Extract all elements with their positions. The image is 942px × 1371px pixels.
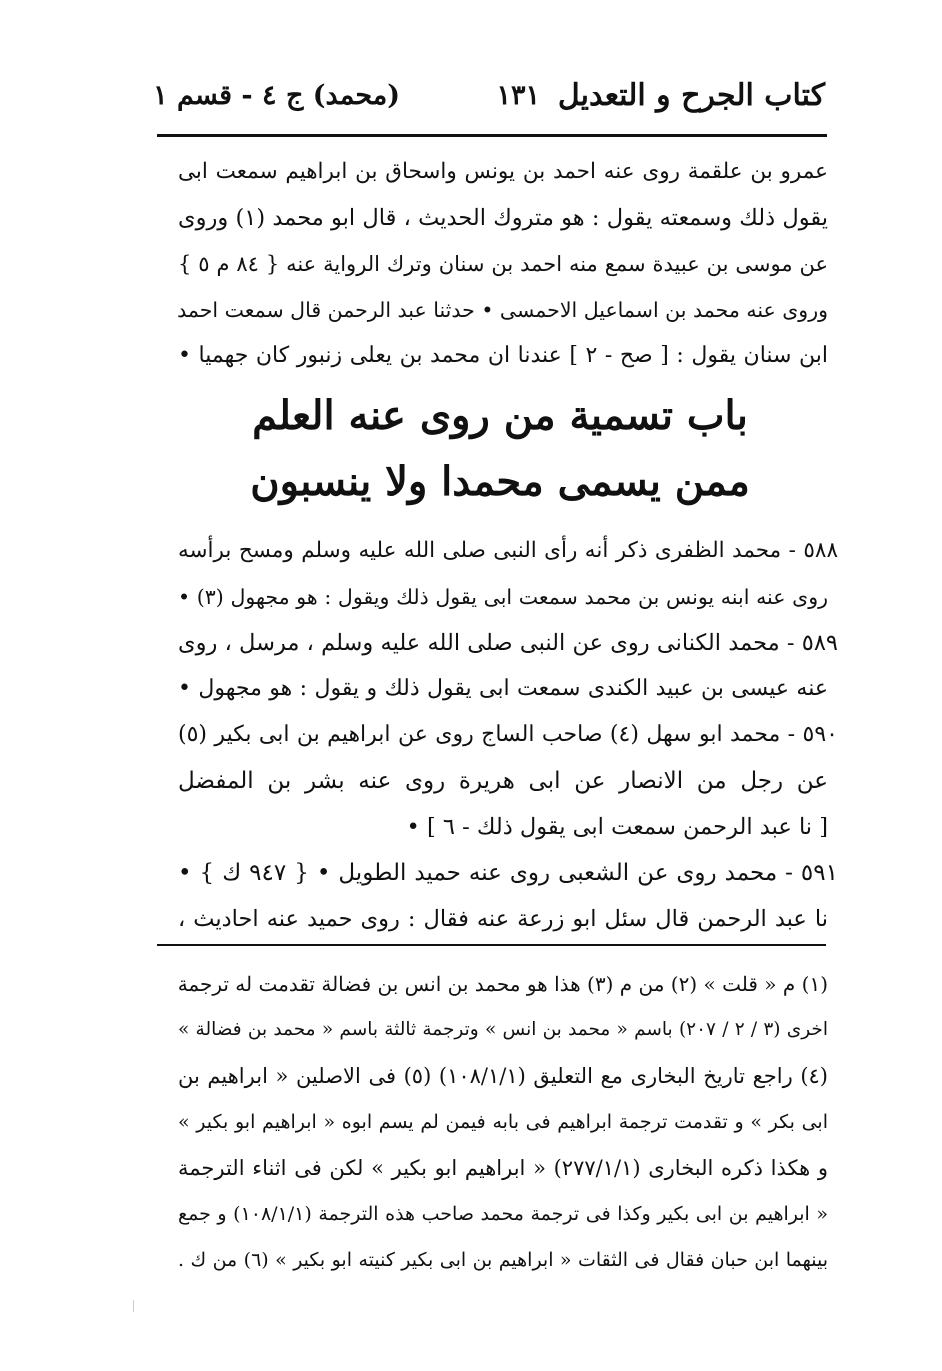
body-line: عمرو بن علقمة روى عنه احمد بن يونس واسحاق بن ابراهيم سمعت ابى (178, 159, 828, 184)
body-line: وروى عنه محمد بن اسماعيل الاحمسى • حدثنا عبد الرحمن قال سمعت احمد (177, 298, 828, 322)
entry-line: [ نا عبد الرحمن سمعت ابى يقول ذلك - ٦ ] • (406, 814, 828, 840)
footnote-rule (157, 944, 826, 946)
entry-line: روى عنه ابنه يونس بن محمد سمعت ابى يقول ذلك ويقول : هو مجهول (٣) • (178, 585, 828, 609)
entry-line: نا عبد الرحمن قال سئل ابو زرعة عنه فقال : روى حميد عنه احاديث ، (178, 906, 828, 932)
entry-line: ٥٩٠ - محمد ابو سهل (٤) صاحب الساج روى عن ابراهيم بن ابى بكير (٥) (178, 722, 838, 747)
book-title: كتاب الجرح و التعديل (557, 78, 825, 113)
footnote-line: « ابراهيم بن ابى بكير وكذا فى ترجمة محمد صاحب هذه الترجمة (١٠٨/١/١) و جمع (178, 1203, 829, 1225)
footnote-line: ابى بكر » و تقدمت ترجمة ابراهيم فى بابه فيمن لم يسم ابوه « ابراهيم ابو بكير » (178, 1111, 828, 1133)
page-number: ١٣١ (496, 80, 540, 111)
chapter-heading-line-2: ممن يسمى محمدا ولا ينسبون (250, 458, 750, 505)
body-line: يقول ذلك وسمعته يقول : هو متروك الحديث ، قال ابو محمد (١) وروى (178, 205, 829, 231)
footnote-line: و هكذا ذكره البخارى (٢٧٧/١/١) « ابراهيم ابو بكير » لكن فى اثناء الترجمة (178, 1156, 828, 1180)
volume-label: (محمد) ج ٤ - قسم ١ (153, 80, 400, 111)
body-line: عن موسى بن عبيدة سمع منه احمد بن سنان وترك الرواية عنه { ٨٤ م ٥ } (178, 252, 828, 276)
running-header (153, 78, 825, 128)
entry-line: عنه عيسى بن عبيد الكندى سمعت ابى يقول ذلك و يقول : هو مجهول • (178, 676, 828, 701)
entry-line: ٥٨٨ - محمد الظفرى ذكر أنه رأى النبى صلى الله عليه وسلم ومسح برأسه (178, 538, 838, 563)
footnote-line: (١) م « قلت » (٢) من م (٣) هذا هو محمد بن انس بن فضالة تقدمت له ترجمة (177, 972, 828, 996)
footnote-line: اخرى (٣ / ٢ / ٢٠٧) باسم « محمد بن انس » وترجمة ثالثة باسم « محمد بن فضالة » (178, 1019, 828, 1040)
header-rule (157, 134, 827, 137)
scan-speck (133, 1300, 134, 1312)
entry-line: عن رجل من الانصار عن ابى هريرة روى عنه بشر بن المفضل (178, 768, 828, 794)
entry-line: ٥٩١ - محمد روى عن الشعبى روى عنه حميد الطويل • { ٩٤٧ ك } • (178, 860, 838, 886)
chapter-heading-line-1: باب تسمية من روى عنه العلم (252, 392, 748, 439)
body-line: ابن سنان يقول : [ صح - ٢ ] عندنا ان محمد بن يعلى زنبور كان جهميا • (178, 343, 829, 368)
footnote-line: بينهما ابن حبان فقال فى الثقات « ابراهيم بن ابى بكير كنيته ابو بكير » (٦) من ك . (178, 1249, 828, 1271)
entry-line: ٥٨٩ - محمد الكنانى روى عن النبى صلى الله عليه وسلم ، مرسل ، روى (178, 630, 838, 656)
footnote-line: (٤) راجع تاريخ البخارى مع التعليق (١٠٨/١/١) (٥) فى الاصلين « ابراهيم بن (178, 1064, 828, 1088)
